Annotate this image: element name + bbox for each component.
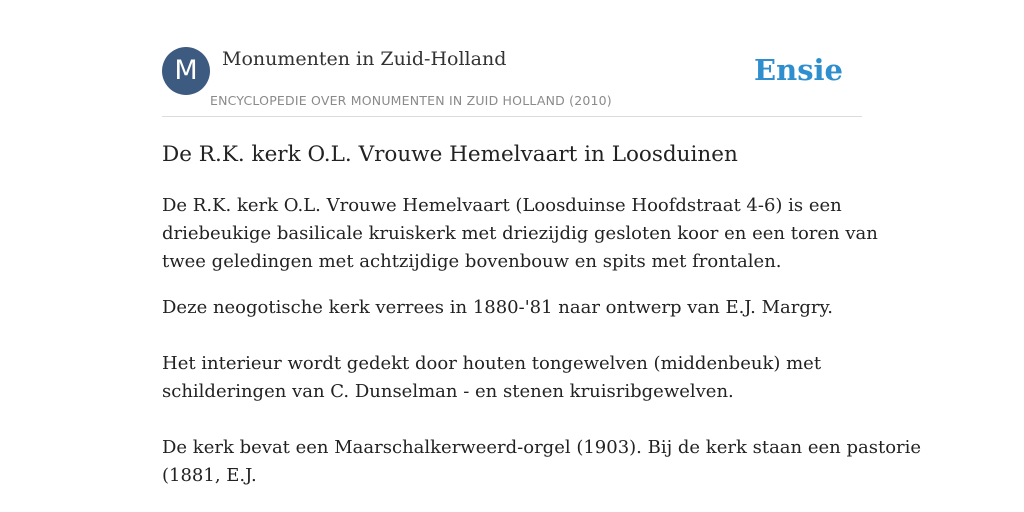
source-title[interactable]: Monumenten in Zuid-Holland: [222, 48, 507, 70]
paragraph-line: De kerk bevat een Maarschalkerweerd-orgel (1903). Bij de kerk staan een pastorie: [162, 437, 922, 458]
source-subtitle: ENCYCLOPEDIE OVER MONUMENTEN IN ZUID HOLLAND (2010): [210, 93, 612, 108]
line-break: [162, 322, 862, 350]
paragraph-line: (1881, E.J.: [162, 465, 257, 486]
source-header: [162, 46, 862, 117]
paragraph-line: driebeukige basilicale kruiskerk met driezijdig gesloten koor en een toren van: [162, 223, 878, 244]
paragraph-line: Deze neogotische kerk verrees in 1880-'81 naar ontwerp van E.J. Margry.: [162, 297, 833, 318]
paragraph-line: De R.K. kerk O.L. Vrouwe Hemelvaart (Loosduinse Hoofdstraat 4-6) is een: [162, 195, 842, 216]
paragraph-1: [162, 192, 878, 276]
paragraph-line: schilderingen van C. Dunselman - en stenen kruisribgewelven.: [162, 381, 734, 402]
paragraph-2: [162, 294, 922, 490]
article-title: De R.K. kerk O.L. Vrouwe Hemelvaart in Loosduinen: [162, 142, 738, 167]
paragraph-line: twee geledingen met achtzijdige bovenbouw en spits met frontalen.: [162, 251, 782, 272]
ensie-logo[interactable]: Ensie: [754, 53, 843, 87]
avatar[interactable]: M: [162, 47, 210, 95]
article-body: [162, 192, 922, 490]
paragraph-line: Het interieur wordt gedekt door houten tongewelven (middenbeuk) met: [162, 353, 822, 374]
line-break: [162, 406, 862, 434]
